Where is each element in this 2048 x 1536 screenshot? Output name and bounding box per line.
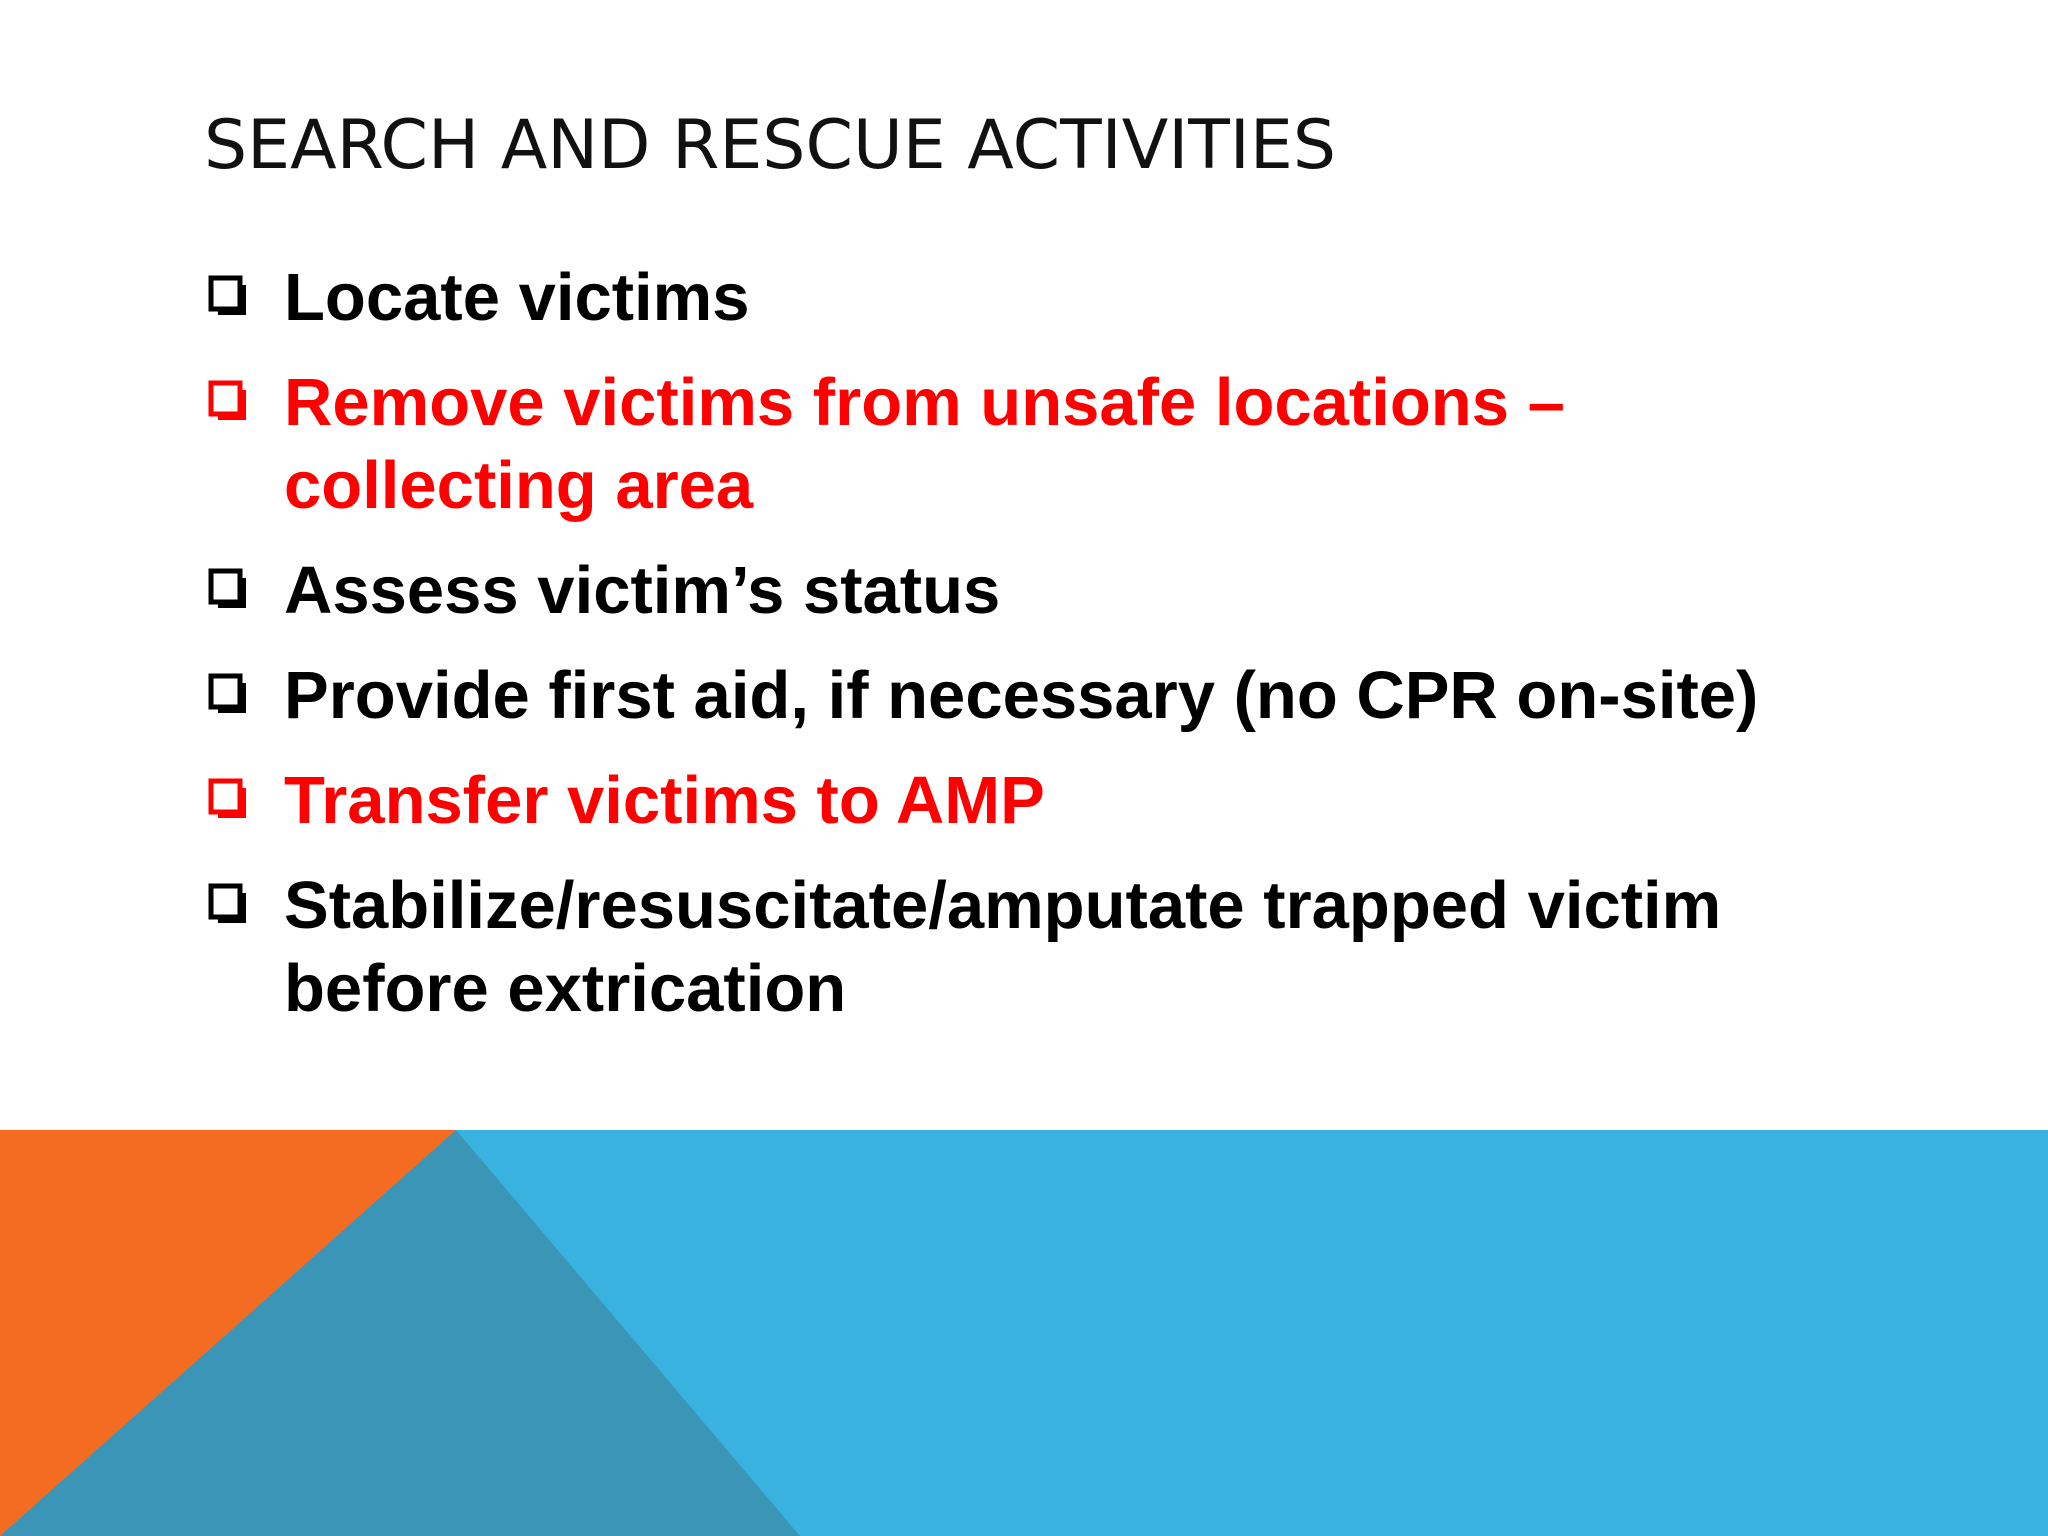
bullet-item <box>204 759 1844 842</box>
checkbox-icon <box>208 380 248 422</box>
bullet-text: Stabilize/resuscitate/amputate trapped victim before extrication <box>284 868 1722 1026</box>
slide-title: SEARCH AND RESCUE ACTIVITIES <box>204 106 1336 185</box>
checkbox-icon <box>208 883 248 925</box>
bullet-text: Assess victim’s status <box>284 553 1001 628</box>
bullet-text: Provide first aid, if necessary (no CPR on-site) <box>284 658 1759 733</box>
checkbox-icon <box>208 673 248 715</box>
bullet-item <box>204 256 1844 339</box>
footer-band <box>0 1130 2048 1536</box>
bullet-list <box>204 256 1844 1052</box>
bullet-item <box>204 864 1844 1030</box>
checkbox-icon <box>208 568 248 610</box>
bullet-text: Remove victims from unsafe locations – collecting area <box>284 365 1565 523</box>
bullet-item <box>204 549 1844 632</box>
checkbox-icon <box>208 778 248 820</box>
bullet-item <box>204 654 1844 737</box>
checkbox-icon <box>208 275 248 317</box>
bullet-item <box>204 361 1844 527</box>
bullet-text: Transfer victims to AMP <box>284 763 1045 838</box>
bullet-text: Locate victims <box>284 260 750 335</box>
